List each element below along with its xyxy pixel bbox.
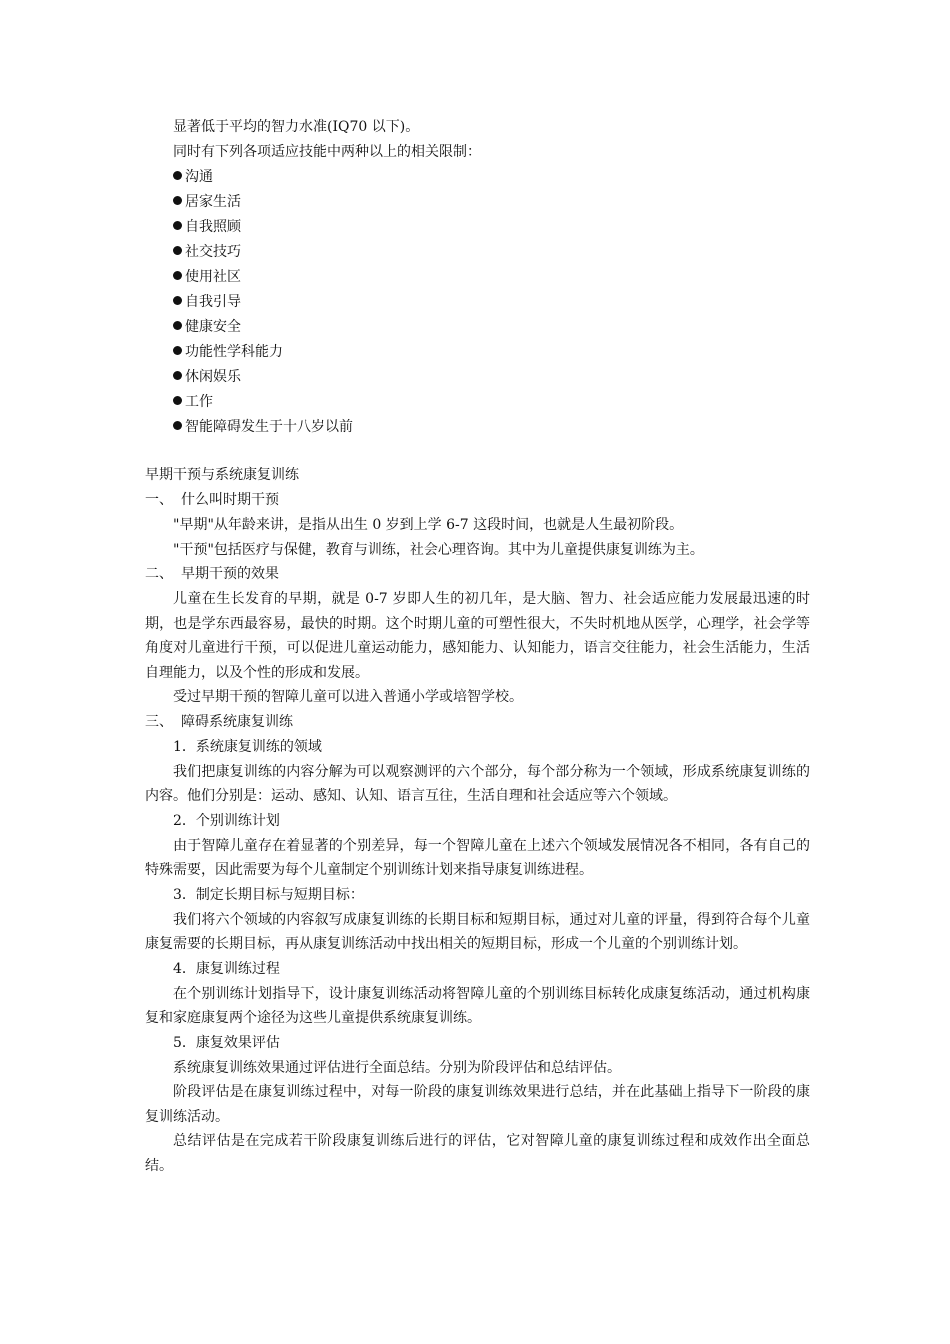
bullet-icon: [173, 196, 182, 205]
list-item: 自我引导: [145, 290, 810, 315]
document-body: [145, 115, 810, 1178]
list-item: 智能障碍发生于十八岁以前: [145, 415, 810, 440]
paragraph: "早期"从年龄来讲，是指从出生 0 岁到上学 6-7 这段时间，也就是人生最初阶段。: [173, 517, 684, 533]
bullet-icon: [173, 396, 182, 405]
spacer: [145, 440, 810, 463]
bullet-icon: [173, 371, 182, 380]
intro-iq-line: 显著低于平均的智力水准(IQ70 以下)。: [173, 119, 420, 135]
paragraph: 儿童在生长发育的早期，就是 0-7 岁即人生的初几年，是大脑、智力、社会适应能力发展最迅速的时期，也是学东西最容易，最快的时期。这个时期儿童的可塑性很大，不失时机地从医学，心理学，社会学等角度对儿童进行干预，可以促进儿童运动能力，感知能力、认知能力，语言交往能力，社会生活能力，生活自理能力，以及个性的形成和发展。: [145, 591, 810, 681]
list-item: 休闲娱乐: [145, 365, 810, 390]
heading-3: 三、 障碍系统康复训练: [145, 713, 293, 730]
subheading: 5．康复效果评估: [173, 1034, 280, 1051]
heading-1: 一、 什么叫时期干预: [145, 492, 279, 508]
bullet-icon: [173, 321, 182, 330]
subheading: 1．系统康复训练的领域: [173, 738, 322, 755]
paragraph: "干预"包括医疗与保健，教育与训练，社会心理咨询。其中为儿童提供康复训练为主。: [173, 541, 704, 558]
paragraph: 受过早期干预的智障儿童可以进入普通小学或培智学校。: [173, 689, 523, 705]
bullet-icon: [173, 296, 182, 305]
paragraph: 系统康复训练效果通过评估进行全面总结。分别为阶段评估和总结评估。: [173, 1059, 621, 1076]
list-item: 工作: [145, 390, 810, 415]
paragraph: 总结评估是在完成若干阶段康复训练后进行的评估，它对智障儿童的康复训练过程和成效作出全面总结。: [145, 1133, 810, 1174]
list-item: 使用社区: [145, 265, 810, 290]
section-title: 早期干预与系统康复训练: [145, 467, 299, 483]
paragraph: 阶段评估是在康复训练过程中，对每一阶段的康复训练效果进行总结，并在此基础上指导下一阶段的康复训练活动。: [145, 1084, 810, 1125]
bullet-icon: [173, 346, 182, 355]
bullet-icon: [173, 246, 182, 255]
bullet-icon: [173, 271, 182, 280]
subheading: 2．个别训练计划: [173, 812, 280, 829]
list-item: 健康安全: [145, 315, 810, 340]
heading-2: 二、 早期干预的效果: [145, 566, 279, 582]
subheading: 4．康复训练过程: [173, 960, 280, 977]
paragraph: 由于智障儿童存在着显著的个别差异，每一个智障儿童在上述六个领域发展情况各不相同，各有自己的特殊需要，因此需要为每个儿童制定个别训练计划来指导康复训练进程。: [145, 837, 810, 878]
list-item: 沟通: [145, 165, 810, 190]
paragraph: 我们把康复训练的内容分解为可以观察测评的六个部分，每个部分称为一个领域，形成系统康复训练的内容。他们分别是：运动、感知、认知、语言互往，生活自理和社会适应等六个领域。: [145, 763, 810, 804]
adaptive-skills-list: [145, 165, 810, 440]
list-item: 居家生活: [145, 190, 810, 215]
intro-adaptive-skills-line: 同时有下列各项适应技能中两种以上的相关限制：: [173, 144, 481, 160]
bullet-icon: [173, 221, 182, 230]
list-item: 社交技巧: [145, 240, 810, 265]
list-item: 功能性学科能力: [145, 340, 810, 365]
bullet-icon: [173, 421, 182, 430]
subheading: 3．制定长期目标与短期目标：: [173, 886, 364, 903]
list-item: 自我照顾: [145, 215, 810, 240]
paragraph: 我们将六个领域的内容叙写成康复训练的长期目标和短期目标，通过对儿童的评量，得到符合每个儿童康复需要的长期目标，再从康复训练活动中找出相关的短期目标，形成一个儿童的个别训练计划。: [145, 911, 810, 952]
paragraph: 在个别训练计划指导下，设计康复训练活动将智障儿童的个别训练目标转化成康复练活动，通过机构康复和家庭康复两个途径为这些儿童提供系统康复训练。: [145, 985, 810, 1026]
bullet-icon: [173, 171, 182, 180]
